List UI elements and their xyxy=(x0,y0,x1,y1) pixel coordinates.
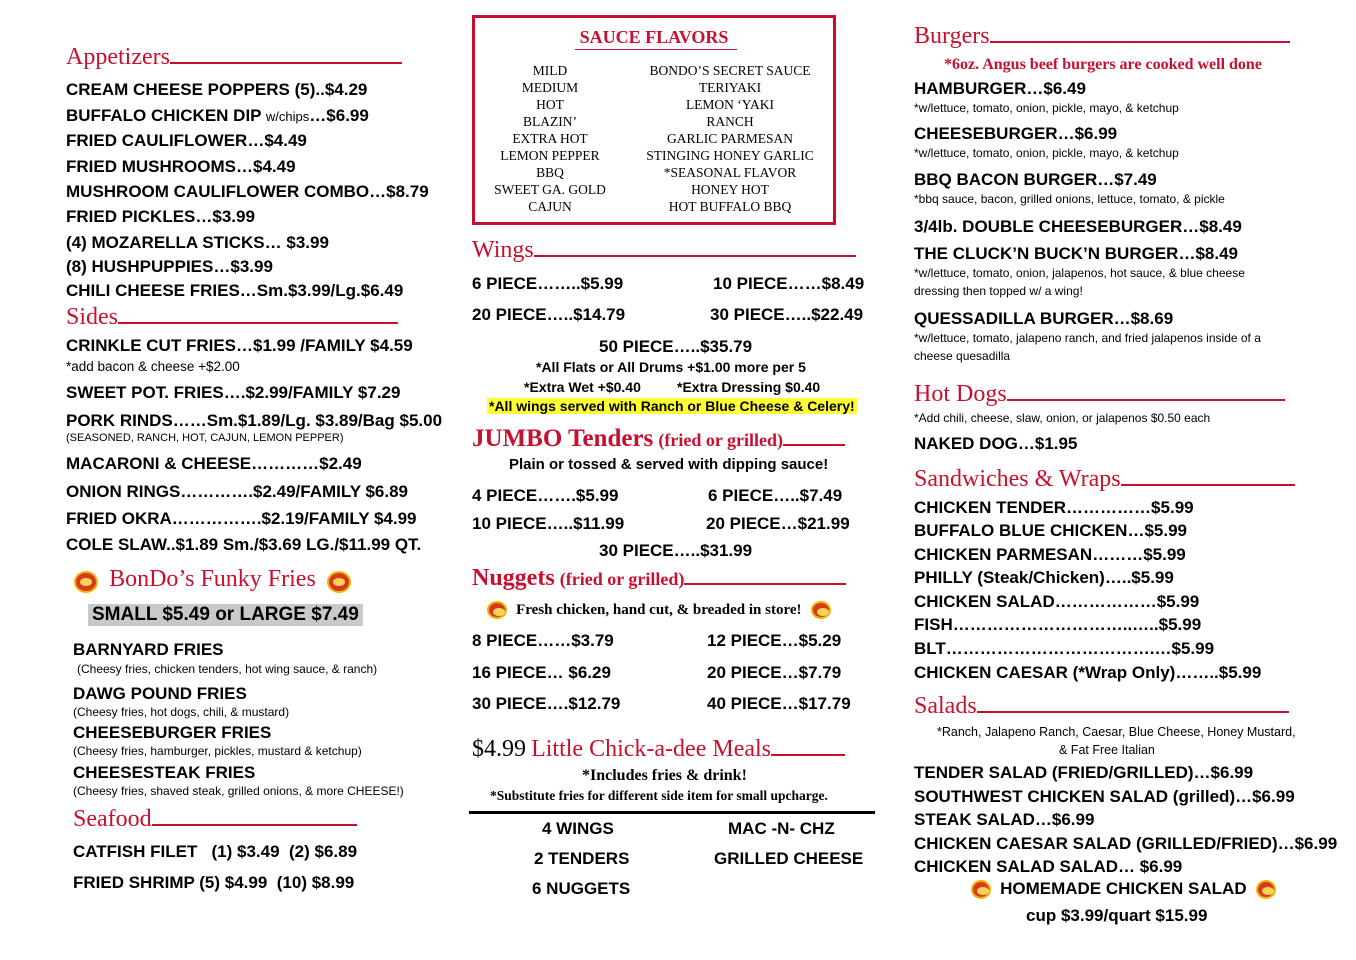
sauce-item: GARLIC PARMESAN xyxy=(667,131,793,146)
menu-item: 20 PIECE…$7.79 xyxy=(707,663,842,682)
menu-item: DAWG POUND FRIES xyxy=(73,684,247,703)
funky-fries-title: BonDo’s Funky Fries xyxy=(109,566,316,592)
wings-note: *Extra Wet +$0.40 xyxy=(524,379,641,395)
menu-item: COLE SLAW..$1.89 Sm./$3.69 LG./$11.99 QT. xyxy=(66,535,422,554)
salads-note: & Fat Free Italian xyxy=(1059,743,1155,757)
kids-divider xyxy=(469,811,875,814)
sandwiches-title: Sandwiches & Wraps xyxy=(914,466,1121,492)
item-note: (SEASONED, RANCH, HOT, CAJUN, LEMON PEPPER) xyxy=(66,432,344,444)
menu-item-buffalo-dip xyxy=(66,106,369,126)
salads-heading xyxy=(914,693,1289,720)
menu-item: CHICKEN CAESAR SALAD (GRILLED/FRIED)…$6.99 xyxy=(914,834,1338,853)
burgers-heading xyxy=(914,23,1290,50)
menu-item: 10 PIECE……$8.49 xyxy=(713,274,865,293)
menu-item: 6 PIECE……..$5.99 xyxy=(472,274,624,293)
menu-item: 12 PIECE…$5.29 xyxy=(707,631,842,650)
menu-item: CATFISH FILET (1) $3.49 (2) $6.89 xyxy=(73,842,358,861)
menu-item: 20 PIECE…..$14.79 xyxy=(472,305,626,324)
sauce-item: HONEY HOT xyxy=(691,182,769,197)
kids-option: MAC -N- CHZ xyxy=(728,819,835,838)
sauce-item: LEMON PEPPER xyxy=(500,148,600,163)
sides-title: Sides xyxy=(66,304,119,330)
sauce-list-left xyxy=(480,62,620,215)
menu-item: HAMBURGER…$6.49 xyxy=(914,79,1086,98)
nuggets-note-row xyxy=(487,599,831,619)
menu-item: 10 PIECE…..$11.99 xyxy=(472,514,625,533)
menu-item: (8) HUSHPUPPIES…$3.99 xyxy=(66,257,273,276)
tenders-subtitle: (fried or grilled) xyxy=(658,430,784,450)
menu-item: 3/4lb. DOUBLE CHEESEBURGER…$8.49 xyxy=(914,217,1242,236)
sauce-item: MILD xyxy=(532,63,568,78)
menu-item-price: cup $3.99/quart $15.99 xyxy=(1026,906,1208,925)
appetizers-heading xyxy=(66,44,402,71)
item-note: w/chips xyxy=(265,109,310,124)
logo-icon xyxy=(971,880,991,899)
sauce-item: MEDIUM xyxy=(521,80,579,95)
item-desc: (Cheesy fries, hamburger, pickles, mustard & ketchup) xyxy=(73,744,362,758)
menu-item: FRIED SHRIMP (5) $4.99 (10) $8.99 xyxy=(73,873,355,892)
item-desc: (Cheesy fries, hot dogs, chili, & mustard) xyxy=(73,705,290,719)
menu-item: CHEESEBURGER…$6.99 xyxy=(914,124,1118,143)
wings-note: *All Flats or All Drums +$1.00 more per 5 xyxy=(536,359,806,375)
sauce-item: BLAZIN’ xyxy=(523,114,577,129)
tenders-heading xyxy=(472,425,845,453)
menu-item: CHICKEN SALAD………………$5.99 xyxy=(914,592,1200,611)
sauce-item: BBQ xyxy=(536,165,564,180)
kids-option: GRILLED CHEESE xyxy=(714,849,864,868)
heading-underline xyxy=(1121,482,1295,486)
funky-fries-price: SMALL $5.49 or LARGE $7.49 xyxy=(88,604,363,626)
seafood-title: Seafood xyxy=(73,806,152,832)
sauce-item: HOT xyxy=(536,97,564,112)
sauce-item: LEMON ‘YAKI xyxy=(685,97,775,112)
item-desc: *w/lettuce, tomato, onion, jalapenos, hot sauce, & blue cheese xyxy=(914,266,1245,280)
salads-note: *Ranch, Jalapeno Ranch, Caesar, Blue Cheese, Honey Mustard, xyxy=(937,725,1296,739)
heading-underline xyxy=(118,320,398,324)
menu-item: SOUTHWEST CHICKEN SALAD (grilled)…$6.99 xyxy=(914,787,1295,806)
heading-underline xyxy=(977,709,1289,713)
item-desc: (Cheesy fries, shaved steak, grilled onions, & more CHEESE!) xyxy=(73,784,404,798)
heading-underline xyxy=(771,754,845,756)
sides-heading xyxy=(66,304,398,331)
kids-option: 4 WINGS xyxy=(542,819,614,838)
heading-underline xyxy=(170,60,402,64)
nuggets-subtitle: (fried or grilled) xyxy=(559,569,685,589)
sauce-item: SWEET GA. GOLD xyxy=(494,182,606,197)
sandwiches-heading xyxy=(914,466,1295,493)
menu-item: 50 PIECE…..$35.79 xyxy=(599,337,753,356)
menu-item: FRIED MUSHROOMS…$4.49 xyxy=(66,157,296,176)
sauce-list-right xyxy=(630,62,830,215)
logo-icon xyxy=(327,571,351,593)
menu-item: CHILI CHEESE FRIES…Sm.$3.99/Lg.$6.49 xyxy=(66,281,404,300)
menu-item: QUESSADILLA BURGER…$8.69 xyxy=(914,309,1174,328)
menu-item: FRIED CAULIFLOWER…$4.49 xyxy=(66,131,307,150)
homemade-row xyxy=(971,879,1276,899)
kids-meals-note: *Substitute fries for different side item for small upcharge. xyxy=(490,788,828,803)
menu-item: SWEET POT. FRIES….$2.99/FAMILY $7.29 xyxy=(66,383,401,402)
item-desc: dressing then topped w/ a wing! xyxy=(914,284,1083,298)
sauce-item: TERIYAKI xyxy=(698,80,762,95)
kids-meals-title: Little Chick-a-dee Meals xyxy=(531,736,771,762)
item-desc: (Cheesy fries, chicken tenders, hot wing sauce, & ranch) xyxy=(77,662,378,676)
menu-item: FRIED OKRA…………….$2.19/FAMILY $4.99 xyxy=(66,509,417,528)
item-desc: *w/lettuce, tomato, onion, pickle, mayo, & ketchup xyxy=(914,146,1179,160)
nuggets-note: Fresh chicken, hand cut, & breaded in store! xyxy=(516,602,802,618)
appetizers-title: Appetizers xyxy=(66,44,170,70)
nuggets-heading xyxy=(472,565,846,592)
menu-item: STEAK SALAD…$6.99 xyxy=(914,810,1095,829)
menu-item: CHICKEN CAESAR (*Wrap Only)……..$5.99 xyxy=(914,663,1262,682)
tenders-title: JUMBO Tenders xyxy=(472,425,654,452)
menu-item: ONION RINGS………….$2.49/FAMILY $6.89 xyxy=(66,482,409,501)
menu-item: BARNYARD FRIES xyxy=(73,640,224,659)
wings-highlight: *All wings served with Ranch or Blue Cheese & Celery! xyxy=(489,398,855,414)
menu-item: (4) MOZARELLA STICKS… $3.99 xyxy=(66,233,329,252)
heading-underline xyxy=(783,444,845,446)
burgers-note: *6oz. Angus beef burgers are cooked well done xyxy=(944,56,1262,73)
logo-icon xyxy=(487,601,507,619)
burgers-title: Burgers xyxy=(914,23,990,49)
hotdogs-heading xyxy=(914,381,1285,408)
nuggets-title: Nuggets xyxy=(472,565,555,591)
kids-option: 6 NUGGETS xyxy=(532,879,631,898)
logo-icon xyxy=(811,601,831,619)
menu-item: 6 PIECE…..$7.49 xyxy=(708,486,843,505)
menu-item: THE CLUCK’N BUCK’N BURGER…$8.49 xyxy=(914,244,1238,263)
menu-item: CHICKEN PARMESAN………$5.99 xyxy=(914,545,1186,564)
menu-item: PORK RINDS……Sm.$1.89/Lg. $3.89/Bag $5.00 xyxy=(66,411,443,430)
wings-heading xyxy=(472,237,856,264)
kids-meals-heading xyxy=(472,736,845,763)
item-desc: *w/lettuce, tomato, jalapeno ranch, and fried jalapenos inside of a xyxy=(914,331,1261,345)
hotdogs-title: Hot Dogs xyxy=(914,381,1007,407)
sauce-item: EXTRA HOT xyxy=(512,131,588,146)
wings-title: Wings xyxy=(472,237,534,263)
menu-item: CREAM CHEESE POPPERS (5)..$4.29 xyxy=(66,80,368,99)
menu-item: TENDER SALAD (FRIED/GRILLED)…$6.99 xyxy=(914,763,1254,782)
sauce-item: *SEASONAL FLAVOR xyxy=(663,165,797,180)
menu-item: CHEESEBURGER FRIES xyxy=(73,723,272,742)
seafood-heading xyxy=(73,806,357,833)
sauce-item: BONDO’S SECRET SAUCE xyxy=(649,63,811,78)
sauce-item: HOT BUFFALO BBQ xyxy=(668,199,792,214)
menu-item: 16 PIECE… $6.29 xyxy=(472,663,611,682)
kids-option: 2 TENDERS xyxy=(534,849,630,868)
heading-underline xyxy=(152,822,357,826)
menu-item: FISH…………………………..…..$5.99 xyxy=(914,615,1202,634)
heading-underline xyxy=(1007,397,1285,401)
menu-item: HOMEMADE CHICKEN SALAD xyxy=(1000,879,1247,898)
item-note: *add bacon & cheese +$2.00 xyxy=(66,359,240,374)
logo-icon xyxy=(1256,880,1276,899)
menu-item: 30 PIECE…..$31.99 xyxy=(599,541,753,560)
menu-item: 8 PIECE……$3.79 xyxy=(472,631,614,650)
menu-item: 40 PIECE…$17.79 xyxy=(707,694,851,713)
sauce-item: RANCH xyxy=(706,114,754,129)
item-desc: cheese quesadilla xyxy=(914,349,1011,363)
kids-meals-note: *Includes fries & drink! xyxy=(582,767,747,784)
hotdogs-note: *Add chili, cheese, slaw, onion, or jalapenos $0.50 each xyxy=(914,411,1211,425)
sauce-flavors-title: SAUCE FLAVORS xyxy=(579,27,729,47)
menu-item: CHICKEN SALAD SALAD… $6.99 xyxy=(914,857,1183,876)
item-name: BUFFALO CHICKEN DIP xyxy=(66,106,266,125)
menu-item: NAKED DOG…$1.95 xyxy=(914,434,1078,453)
menu-item: 20 PIECE…$21.99 xyxy=(706,514,850,533)
menu-item: CHICKEN TENDER……………$5.99 xyxy=(914,498,1194,517)
tenders-note: Plain or tossed & served with dipping sauce! xyxy=(509,456,829,473)
sauce-title-underline xyxy=(575,49,737,50)
kids-meals-price: $4.99 xyxy=(472,736,526,762)
menu-item: FRIED PICKLES…$3.99 xyxy=(66,207,255,226)
menu-item: CHEESESTEAK FRIES xyxy=(73,763,256,782)
funky-fries-heading xyxy=(74,566,351,593)
menu-item: 30 PIECE…..$22.49 xyxy=(710,305,864,324)
menu-item: BBQ BACON BURGER…$7.49 xyxy=(914,170,1157,189)
sauce-item: STINGING HONEY GARLIC xyxy=(646,148,814,163)
sauce-item: CAJUN xyxy=(528,199,572,214)
menu-item: 30 PIECE….$12.79 xyxy=(472,694,621,713)
menu-item: 4 PIECE…….$5.99 xyxy=(472,486,619,505)
heading-underline xyxy=(990,39,1290,43)
heading-underline xyxy=(684,583,846,585)
menu-item: PHILLY (Steak/Chicken)…..$5.99 xyxy=(914,568,1174,587)
sauce-flavors-box xyxy=(472,15,836,225)
menu-item: BLT……………………………….…$5.99 xyxy=(914,639,1215,658)
salads-title: Salads xyxy=(914,693,977,719)
menu-item: MUSHROOM CAULIFLOWER COMBO…$8.79 xyxy=(66,182,429,201)
menu-item: MACARONI & CHEESE…………$2.49 xyxy=(66,454,362,473)
heading-underline xyxy=(534,253,856,257)
wings-note: *Extra Dressing $0.40 xyxy=(677,379,821,395)
logo-icon xyxy=(74,571,98,593)
menu-item: CRINKLE CUT FRIES…$1.99 /FAMILY $4.59 xyxy=(66,336,413,355)
item-desc: *w/lettuce, tomato, onion, pickle, mayo, & ketchup xyxy=(914,101,1179,115)
item-price: …$6.99 xyxy=(309,106,369,125)
menu-item: BUFFALO BLUE CHICKEN…$5.99 xyxy=(914,521,1187,540)
item-desc: *bbq sauce, bacon, grilled onions, lettuce, tomato, & pickle xyxy=(914,192,1225,206)
